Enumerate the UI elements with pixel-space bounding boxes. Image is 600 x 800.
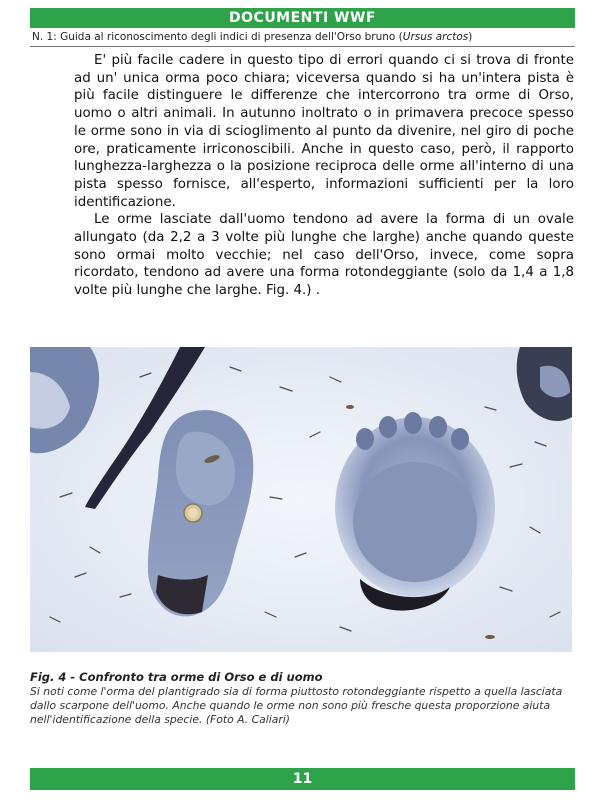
body-text (74, 52, 574, 300)
paragraph-2-text: Le orme lasciate dall'uomo tendono ad avere la forma di un ovale allungato (da 2,2 a 3 volte più lunghe che larghe) anche quando queste sono ormai molto vecchie; nel caso dell'Orso, invece, come sopra ricordato, tendono ad avere una forma rotondeggiante (solo da 1,4 a 1,8 volte più lunghe che larghe. Fig. 4.) . (74, 212, 574, 299)
header-bar (30, 8, 575, 28)
species-name: Ursus arctos (402, 31, 469, 43)
header-title: DOCUMENTI WWF (229, 10, 376, 26)
paragraph-1-text: E' più facile cadere in questo tipo di errori quando ci si trova di fronte ad un' unica orma poco chiara; viceversa quando si ha un'intera pista è più facile distinguere le differenze che intercorrono tra orme di Orso, uomo o altri animali. In autunno inoltrato o in primavera precoce spesso le orme sono in via di scioglimento al punto da divenire, nel giro di poche ore, praticamente irriconoscibili. Anche in questo caso, però, il rapporto lunghezza-larghezza o la posizione reciproca delle orme all'interno di una pista spesso fornisce, all'esperto, informazioni sufficienti per la loro identificazione. (74, 53, 574, 210)
figure-caption (30, 670, 575, 727)
footprints-photo (30, 347, 572, 652)
caption-text: Si noti come l'orma del plantigrado sia di forma piuttosto rotondeggiante rispetto a quella lasciata dallo scarpone dell'uomo. Anche quando le orme non sono più fresche questa proporzione aiuta nell'identificazione della specie. (Foto A. Caliari) (30, 685, 563, 726)
caption-title: Fig. 4 - Confronto tra orme di Orso e di uomo (30, 670, 323, 684)
paragraph (74, 211, 574, 300)
paragraph (74, 52, 574, 211)
document-subtitle (32, 30, 577, 44)
subtitle-rule (30, 46, 575, 47)
subtitle-text: N. 1: Guida al riconoscimento degli indici di presenza dell'Orso bruno ( (32, 31, 403, 43)
page-number: 11 (292, 771, 313, 787)
subtitle-close: ) (468, 31, 473, 43)
footer-bar (30, 768, 575, 790)
